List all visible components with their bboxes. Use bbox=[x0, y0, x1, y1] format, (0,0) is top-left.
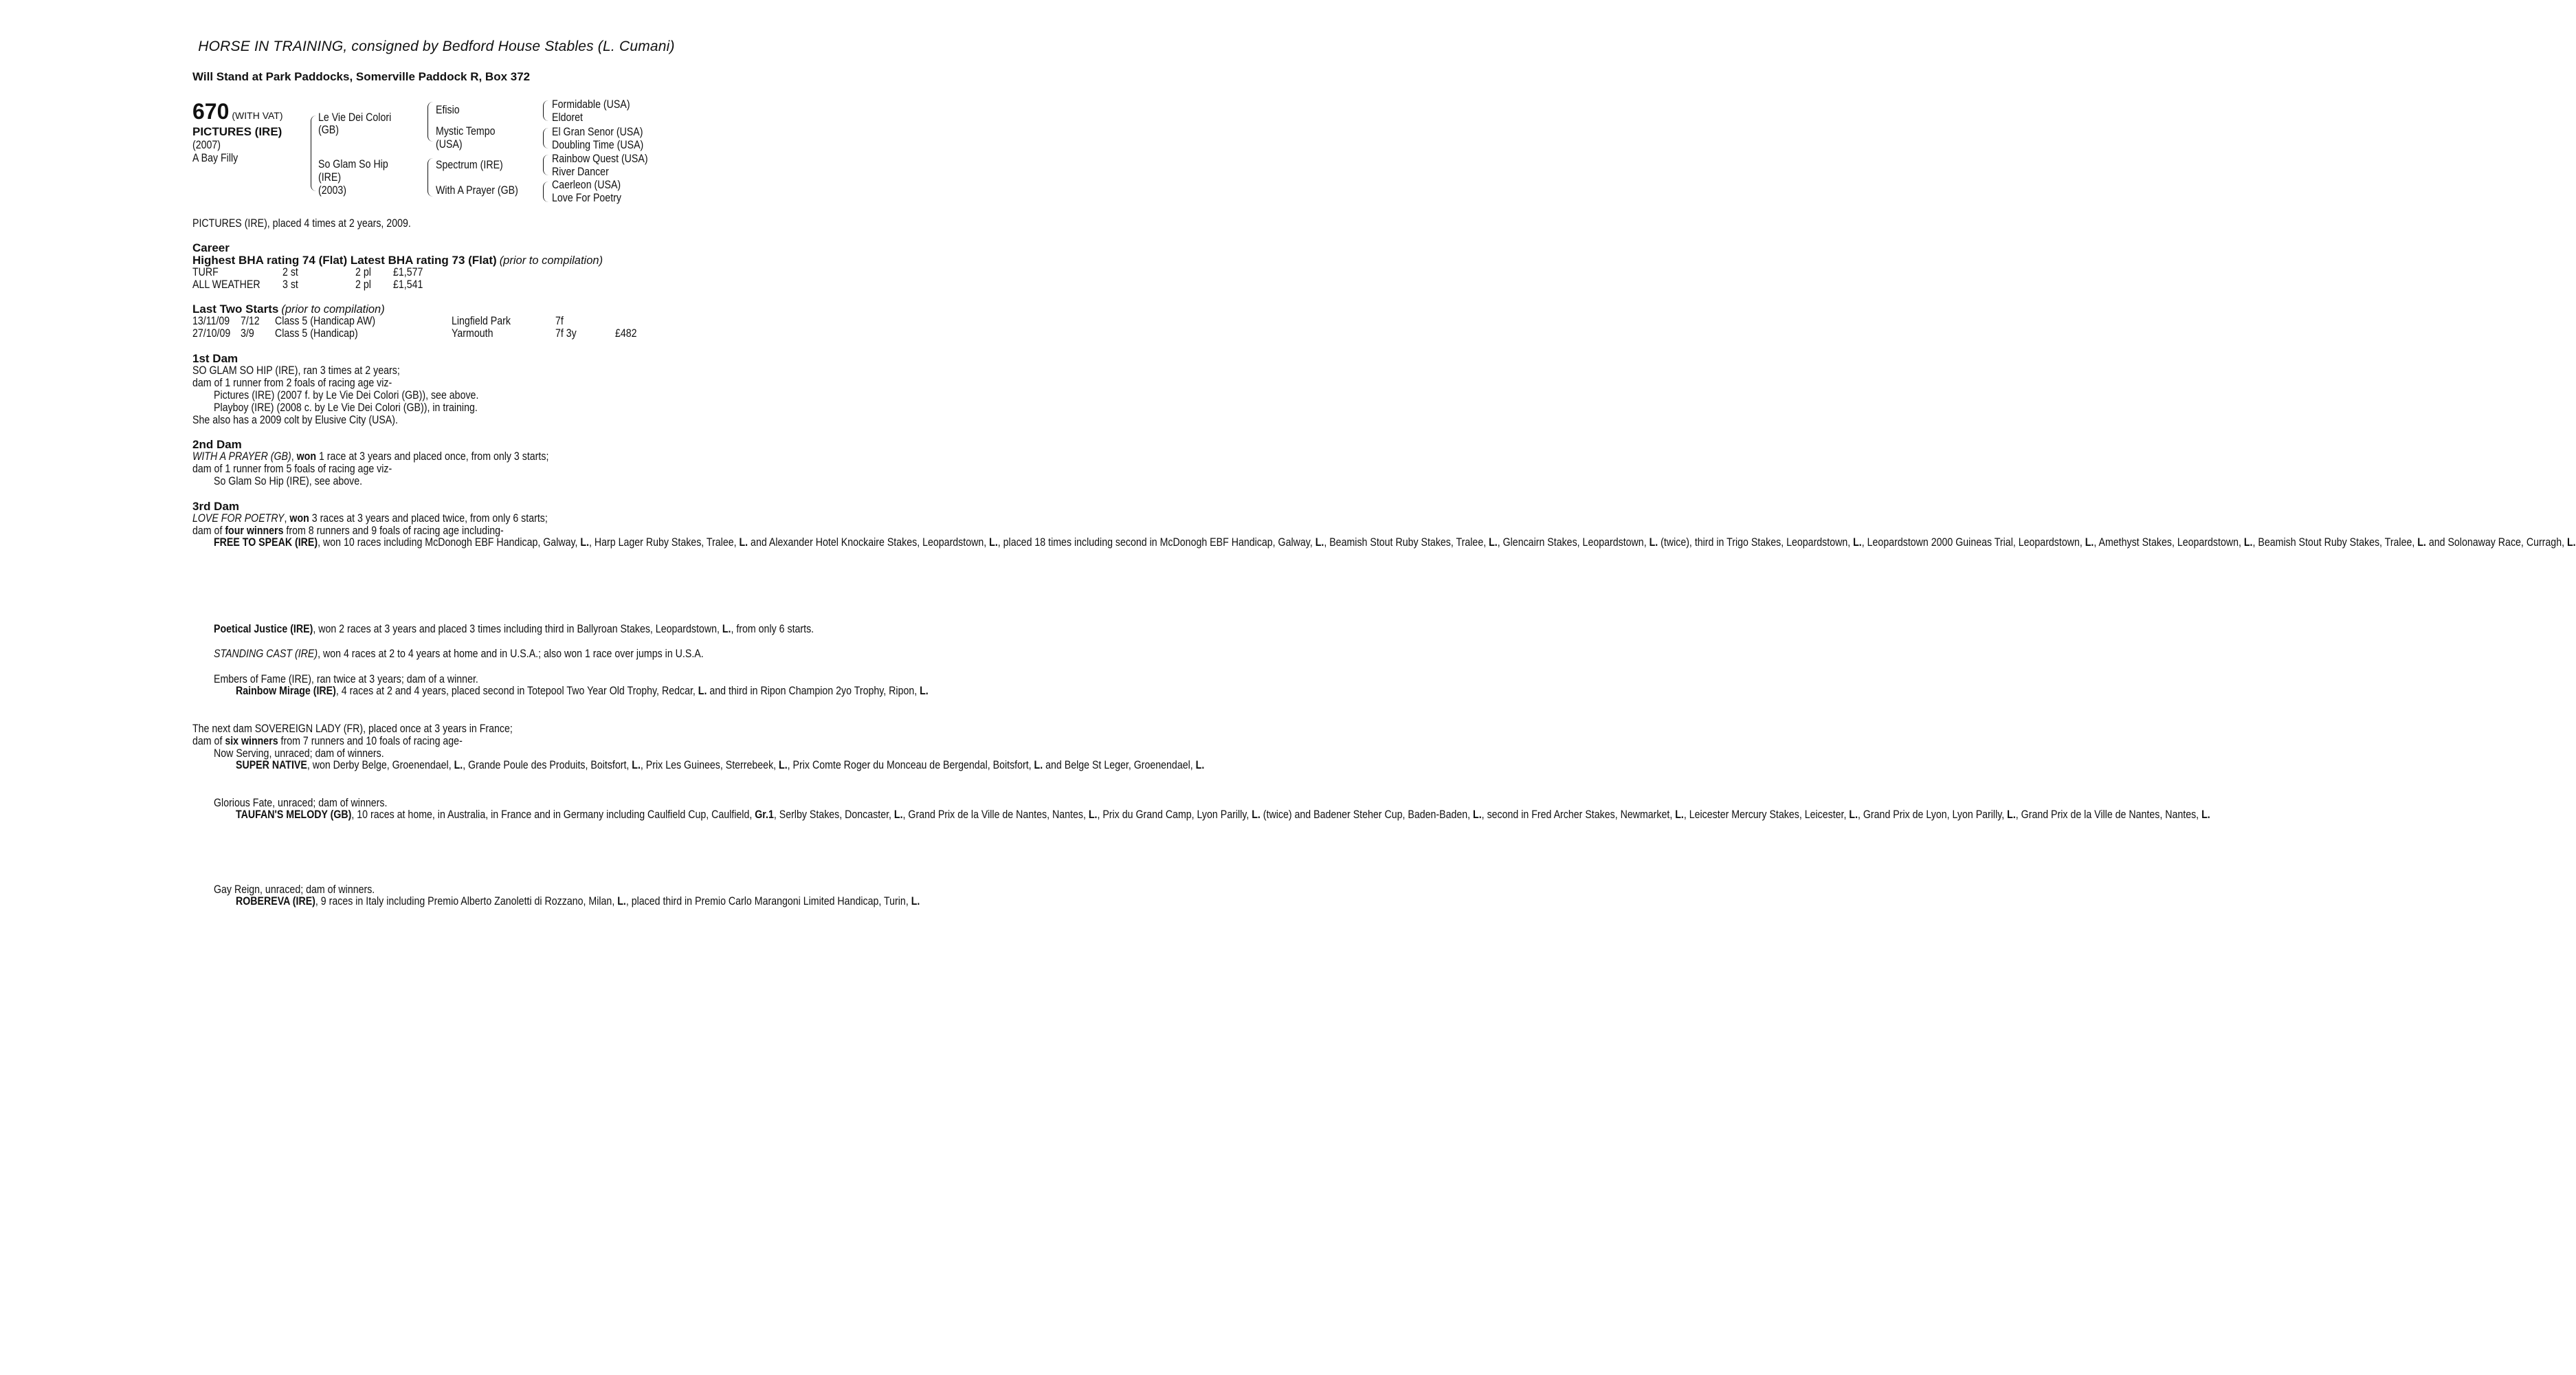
entry-text: Poetical Justice (IRE), won 2 races at 3 years and placed 3 times including third in Ballyroan Stakes, Leopardstown, L., from only 6 starts. bbox=[214, 623, 814, 635]
second-dam-line: WITH A PRAYER (GB), won 1 race at 3 years and placed once, from only 3 starts; bbox=[192, 450, 549, 463]
ssd: Eldoret bbox=[552, 111, 583, 124]
career-surface: TURF bbox=[192, 266, 219, 278]
dss: Rainbow Quest (USA) bbox=[552, 153, 648, 165]
next-dam-line: The next dam SOVEREIGN LADY (FR), placed once at 3 years in France; bbox=[192, 723, 513, 735]
horse-description: A Bay Filly bbox=[192, 152, 238, 164]
pedigree-brace bbox=[311, 116, 317, 191]
entry-name: Rainbow Mirage (IRE) bbox=[236, 685, 336, 697]
race-grade-marker: L. bbox=[2566, 536, 2576, 549]
next-dam-winners bbox=[192, 735, 463, 747]
entry-text: Rainbow Mirage (IRE), 4 races at 2 and 4 years, placed second in Totepool Two Year Old Trophy, Redcar, L. and third in Ripon Champion 2yo Trophy, Ripon, L. bbox=[236, 685, 929, 697]
race-grade-marker: L. bbox=[1034, 759, 1043, 771]
entry-robereva bbox=[236, 895, 920, 908]
race-grade-marker: L. bbox=[2417, 536, 2426, 549]
race-grade-marker: L. bbox=[580, 536, 590, 549]
second-dam-foal: So Glam So Hip (IRE), see above. bbox=[214, 475, 363, 487]
race-grade-marker: Gr.1 bbox=[755, 808, 774, 821]
second-dam-heading: 2nd Dam bbox=[192, 438, 242, 451]
start-dist: 7f 3y bbox=[555, 327, 577, 340]
race-grade-marker: L. bbox=[1649, 536, 1658, 549]
entry-text: ROBEREVA (IRE), 9 races in Italy including Premio Alberto Zanoletti di Rozzano, Milan, L., placed third in Premio Carlo Marangoni Limited Handicap, Turin, L. bbox=[236, 895, 920, 908]
pedigree-brace bbox=[543, 128, 548, 148]
start-course: Yarmouth bbox=[452, 327, 493, 340]
race-grade-marker: L. bbox=[1675, 808, 1684, 821]
entry-name: TAUFAN'S MELODY (GB) bbox=[236, 808, 352, 821]
entry-poetical-justice bbox=[214, 623, 814, 636]
pedigree-brace bbox=[543, 155, 548, 175]
group-head: Now Serving, unraced; dam of winners. bbox=[214, 747, 384, 760]
second-dam-rest: 1 race at 3 years and placed once, from only 3 starts; bbox=[316, 450, 549, 463]
race-grade-marker: L. bbox=[454, 759, 463, 771]
rating-text: Highest BHA rating 74 (Flat) Latest BHA rating 73 (Flat) bbox=[192, 254, 497, 267]
ddd: Love For Poetry bbox=[552, 192, 621, 204]
race-grade-marker: L. bbox=[632, 759, 641, 771]
second-dam-name: WITH A PRAYER (GB) bbox=[192, 450, 291, 463]
sire-dam-line1: Mystic Tempo bbox=[436, 125, 496, 138]
race-grade-marker: L. bbox=[893, 808, 903, 821]
entry-name: STANDING CAST (IRE) bbox=[214, 648, 318, 660]
sdd: Doubling Time (USA) bbox=[552, 139, 644, 151]
race-grade-marker: L. bbox=[1489, 536, 1498, 549]
dam-line2: (IRE) bbox=[318, 171, 342, 184]
lot-number: 670 bbox=[192, 99, 230, 124]
start-date: 27/10/09 bbox=[192, 327, 231, 340]
won-label: won bbox=[289, 512, 309, 525]
race-grade-marker: L. bbox=[2085, 536, 2094, 549]
race-summary: PICTURES (IRE), placed 4 times at 2 years, 2009. bbox=[192, 217, 411, 230]
pedigree-brace bbox=[428, 102, 434, 142]
foaling-year: (2007) bbox=[192, 139, 221, 151]
entry-text: FREE TO SPEAK (IRE), won 10 races including McDonogh EBF Handicap, Galway, L., Harp Lager Ruby Stakes, Tralee, L. and Alexander Hotel Knockaire Stakes, Leopardstown, L., placed 18 times including second in McDonogh EBF Handicap, Galway, L., Beamish Stout Ruby Stakes, Tralee, L., Glencairn Stakes, Leopardstown, L. (twice), third in Trigo Stakes, Leopardstown, L., Leopardstown 2000 Guineas Trial, Leopardstown, L., Amethyst Stakes, Leopardstown, L., Beamish Stout Ruby Stakes, Tralee, L. and Solonaway Race, Curragh, L. bbox=[214, 536, 2576, 549]
sire-line1: Le Vie Dei Colori bbox=[318, 111, 392, 124]
winners-count: six winners bbox=[225, 735, 278, 747]
entry-name: Poetical Justice (IRE) bbox=[214, 623, 313, 635]
first-dam-tail: She also has a 2009 colt by Elusive City (USA). bbox=[192, 414, 398, 426]
entry-super-native bbox=[236, 759, 1205, 772]
entry-embers-of-fame: Embers of Fame (IRE), ran twice at 3 years; dam of a winner. bbox=[214, 673, 478, 685]
entry-taufans-melody bbox=[236, 808, 2210, 822]
dam-line1: So Glam So Hip bbox=[318, 158, 388, 170]
start-race: Class 5 (Handicap) bbox=[275, 327, 358, 340]
sire-dam-line2: (USA) bbox=[436, 138, 463, 151]
race-grade-marker: L. bbox=[1315, 536, 1324, 549]
first-dam-line: dam of 1 runner from 2 foals of racing age viz- bbox=[192, 377, 392, 389]
entry-name: FREE TO SPEAK (IRE) bbox=[214, 536, 318, 549]
third-dam-rest: 3 races at 3 years and placed twice, from only 6 starts; bbox=[309, 512, 548, 525]
first-dam-heading: 1st Dam bbox=[192, 352, 238, 365]
start-dist: 7f bbox=[555, 315, 564, 327]
sds: El Gran Senor (USA) bbox=[552, 126, 643, 138]
rating-note: (prior to compilation) bbox=[499, 254, 603, 267]
start-date: 13/11/09 bbox=[192, 315, 230, 327]
dam-of-label: dam of bbox=[192, 735, 225, 747]
race-grade-marker: L. bbox=[920, 685, 929, 697]
entry-name: SUPER NATIVE bbox=[236, 759, 307, 771]
race-grade-marker: L. bbox=[2007, 808, 2016, 821]
pedigree-brace bbox=[543, 182, 548, 202]
race-grade-marker: L. bbox=[739, 536, 748, 549]
entry-text: SUPER NATIVE, won Derby Belge, Groenendael, L., Grande Poule des Produits, Boitsfort, L., Prix Les Guinees, Sterrebeek, L., Prix Comte Roger du Monceau de Bergendal, Boitsfort, L. and Belge St Leger, Groenendael, L. bbox=[236, 759, 1205, 771]
last-starts-heading-line bbox=[192, 302, 385, 316]
winners-count: four winners bbox=[225, 525, 284, 537]
race-grade-marker: L. bbox=[617, 895, 626, 908]
winners-rest: from 7 runners and 10 foals of racing age- bbox=[278, 735, 463, 747]
race-grade-marker: L. bbox=[1088, 808, 1098, 821]
race-grade-marker: L. bbox=[1853, 536, 1862, 549]
race-grade-marker: L. bbox=[911, 895, 920, 908]
race-grade-marker: L. bbox=[1849, 808, 1858, 821]
sire-line2: (GB) bbox=[318, 124, 339, 136]
entry-free-to-speak bbox=[214, 536, 2576, 549]
start-prize: £482 bbox=[615, 327, 637, 340]
career-prize: £1,577 bbox=[393, 266, 423, 278]
dam-sire: Spectrum (IRE) bbox=[436, 159, 503, 171]
entry-rainbow-mirage bbox=[236, 685, 929, 698]
race-grade-marker: L. bbox=[1473, 808, 1482, 821]
lot-number-line bbox=[192, 99, 283, 124]
third-dam-name: LOVE FOR POETRY bbox=[192, 512, 285, 525]
race-grade-marker: L. bbox=[1195, 759, 1205, 771]
page-title: HORSE IN TRAINING, consigned by Bedford House Stables (L. Cumani) bbox=[198, 38, 675, 54]
won-label: won bbox=[296, 450, 317, 463]
first-dam-line: SO GLAM SO HIP (IRE), ran 3 times at 2 years; bbox=[192, 364, 400, 377]
first-dam-foal: Pictures (IRE) (2007 f. by Le Vie Dei Colori (GB)), see above. bbox=[214, 389, 479, 402]
career-placed: 2 pl bbox=[355, 278, 371, 291]
career-surface: ALL WEATHER bbox=[192, 278, 260, 291]
race-grade-marker: L. bbox=[698, 685, 707, 697]
group-head: Gay Reign, unraced; dam of winners. bbox=[214, 883, 375, 896]
race-grade-marker: L. bbox=[989, 536, 998, 549]
last-starts-note: (prior to compilation) bbox=[281, 303, 385, 316]
stand-location: Will Stand at Park Paddocks, Somerville Paddock R, Box 372 bbox=[192, 70, 531, 83]
start-pos: 3/9 bbox=[241, 327, 254, 340]
race-grade-marker: L. bbox=[2243, 536, 2253, 549]
vat-note: (WITH VAT) bbox=[232, 110, 283, 121]
race-grade-marker: L. bbox=[2201, 808, 2210, 821]
rating-line bbox=[192, 254, 603, 267]
dam-of-label: dam of bbox=[192, 525, 225, 537]
start-course: Lingfield Park bbox=[452, 315, 511, 327]
start-pos: 7/12 bbox=[241, 315, 260, 327]
sire-sire: Efisio bbox=[436, 104, 460, 116]
dsd: River Dancer bbox=[552, 166, 609, 178]
second-dam-line2: dam of 1 runner from 5 foals of racing age viz- bbox=[192, 463, 392, 475]
pedigree-brace bbox=[543, 100, 548, 121]
sss: Formidable (USA) bbox=[552, 98, 630, 111]
entry-standing-cast bbox=[214, 648, 704, 661]
career-heading: Career bbox=[192, 241, 230, 254]
first-dam-foal: Playboy (IRE) (2008 c. by Le Vie Dei Colori (GB)), in training. bbox=[214, 402, 478, 414]
entry-text: TAUFAN'S MELODY (GB), 10 races at home, in Australia, in France and in Germany including Caulfield Cup, Caulfield, Gr.1, Serlby Stakes, Doncaster, L., Grand Prix de la Ville de Nantes, Nantes, L., Prix du Grand Camp, Lyon Parilly, L. (twice) and Badener Steher Cup, Baden-Baden, L., second in Fred Archer Stakes, Newmarket, L., Leicester Mercury Stakes, Leicester, L., Grand Prix de Lyon, Lyon Parilly, L., Grand Prix de la Ville de Nantes, Nantes, L. bbox=[236, 808, 2210, 821]
race-grade-marker: L. bbox=[779, 759, 788, 771]
entry-text: STANDING CAST (IRE), won 4 races at 2 to 4 years at home and in U.S.A.; also won 1 race over jumps in U.S.A. bbox=[214, 648, 704, 660]
winners-rest: from 8 runners and 9 foals of racing age including- bbox=[283, 525, 504, 537]
third-dam-winners bbox=[192, 525, 504, 537]
third-dam-line: LOVE FOR POETRY, won 3 races at 3 years and placed twice, from only 6 starts; bbox=[192, 512, 548, 525]
career-prize: £1,541 bbox=[393, 278, 423, 291]
career-placed: 2 pl bbox=[355, 266, 371, 278]
pedigree-brace bbox=[428, 158, 434, 197]
third-dam-heading: 3rd Dam bbox=[192, 500, 240, 513]
career-starts: 3 st bbox=[282, 278, 298, 291]
race-grade-marker: L. bbox=[1252, 808, 1261, 821]
horse-name: PICTURES (IRE) bbox=[192, 125, 282, 138]
race-grade-marker: L. bbox=[722, 623, 731, 635]
career-starts: 2 st bbox=[282, 266, 298, 278]
last-starts-heading: Last Two Starts bbox=[192, 302, 279, 316]
start-race: Class 5 (Handicap AW) bbox=[275, 315, 376, 327]
dam-dam: With A Prayer (GB) bbox=[436, 184, 518, 197]
dds: Caerleon (USA) bbox=[552, 179, 621, 191]
entry-name: ROBEREVA (IRE) bbox=[236, 895, 315, 908]
dam-line3: (2003) bbox=[318, 184, 347, 197]
group-head: Glorious Fate, unraced; dam of winners. bbox=[214, 797, 388, 809]
